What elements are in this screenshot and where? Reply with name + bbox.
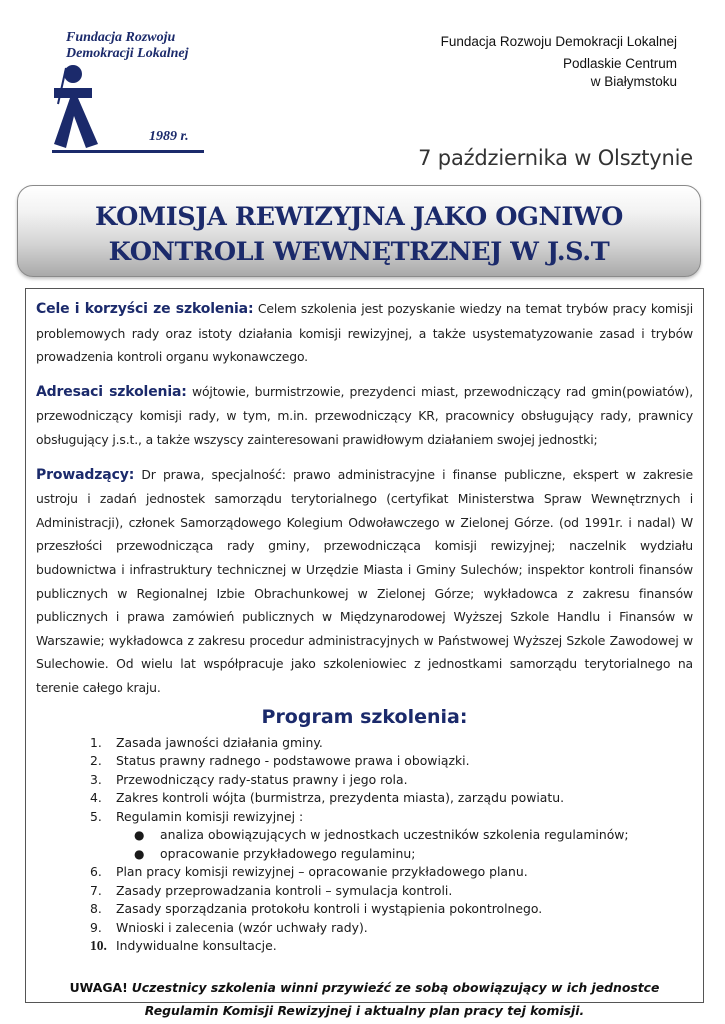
organization-address bbox=[441, 33, 677, 91]
trainer-label: Prowadzący: bbox=[36, 466, 135, 483]
sub-list-item: ● opracowanie przykładowego regulaminu; bbox=[134, 845, 693, 864]
program-list bbox=[90, 734, 693, 956]
list-item: 8. Zasady sporządzania protokołu kontroli i wystąpienia pokontrolnego. bbox=[90, 901, 543, 916]
program-heading: Program szkolenia: bbox=[261, 705, 468, 728]
list-item: 5. Regulamin komisji rewizyjnej : ● analiza obowiązujących w jednostkach uczestników szkolenia regulaminów; ● opracowanie przykładowego regulaminu; bbox=[90, 808, 693, 864]
warning-note bbox=[36, 976, 693, 1022]
org-branch: Podlaskie Centrum bbox=[562, 56, 677, 71]
content-box bbox=[25, 288, 704, 1018]
title-banner bbox=[17, 185, 701, 277]
list-item: 7. Zasady przeprowadzania kontroli – symulacja kontroli. bbox=[90, 882, 453, 898]
org-name: Fundacja Rozwoju Demokracji Lokalnej bbox=[440, 34, 677, 49]
list-item: 1. Zasada jawności działania gminy. bbox=[90, 734, 323, 750]
list-item: 2. Status prawny radnego - podstawowe prawa i obowiązki. bbox=[90, 753, 470, 768]
goals-text: Celem szkolenia jest pozyskanie wiedzy na temat trybów pracy komisji problemowych rady oraz istoty działania komisji rewizyjnej, a także usystematyzowanie zasad i trybów prowadzenia kontroli organu wykonawczego. bbox=[36, 301, 693, 365]
list-item: 4. Zakres kontroli wójta (burmistrza, prezydenta miasta), zarządu powiatu. bbox=[90, 790, 565, 805]
logo-name-line1: Fundacja Rozwoju bbox=[66, 30, 176, 45]
training-title-line2: KONTROLI WEWNĘTRZNEJ W J.S.T bbox=[108, 237, 610, 267]
logo-underline bbox=[52, 150, 204, 153]
list-item: 10. Indywidualne konsultacje. bbox=[90, 938, 277, 953]
warning-label: UWAGA! bbox=[69, 979, 128, 995]
logo-name bbox=[66, 30, 189, 62]
training-title bbox=[18, 200, 700, 270]
list-item: 9. Wnioski i zalecenia (wzór uchwały rady). bbox=[90, 919, 368, 935]
logo-name-line2: Demokracji Lokalnej bbox=[66, 46, 189, 61]
warning-text: Uczestnicy szkolenia winni przywieźć ze sobą obowiązujący w ich jednostce Regulamin Komisji Rewizyjnej i aktualny plan pracy tej komisji. bbox=[131, 979, 660, 1018]
goals-label: Cele i korzyści ze szkolenia: bbox=[36, 301, 254, 317]
foundation-logo bbox=[52, 30, 212, 155]
audience-label: Adresaci szkolenia: bbox=[36, 383, 187, 400]
goals-section bbox=[36, 297, 693, 369]
logo-year: 1989 r. bbox=[149, 129, 189, 144]
training-title-line1: KOMISJA REWIZYJNA JAKO OGNIWO bbox=[95, 202, 623, 232]
trainer-section bbox=[36, 463, 693, 700]
event-date-location: 7 października w Olsztynie bbox=[418, 146, 693, 170]
audience-section bbox=[36, 380, 693, 452]
bullet-icon: ● bbox=[134, 846, 145, 861]
trainer-text: Dr prawa, specjalność: prawo administracyjne i finanse publiczne, ekspert w zakresie ustroju i zadań jednostek samorządu terytorialnego (certyfikat Ministerstwa Spraw Wewnętrznych i Administracji), członek Samorządowego Kolegium Odwoławczego w Zielonej Górze. (od 1991r. i nadal) W przeszłości przewodnicząca rady gminy, przewodnicząca komisji rewizyjnej; naczelnik wydziału budownictwa i infrastruktury technicznej w Urzędzie Miasta i Gminy Sulechów; inspektor kontroli finansów publicznych w Regionalnej Izbie Obrachunkowej w Zielonej Górze; wykładowca z zakresu finansów publicznych i prawa zamówień publicznych w Międzynarodowej Wyższej Szkole Handlu i Finansów w Warszawie; wykładowca z zakresu procedur administracyjnych w Państwowej Wyższej Szkole Zawodowej w Sulechowie. Od wielu lat współpracuje jako szkoleniowiec z jednostkami samorządu terytorialnego na terenie całego kraju. bbox=[36, 466, 693, 695]
running-figure-icon bbox=[52, 64, 112, 150]
org-city: w Białymstoku bbox=[590, 74, 677, 89]
list-item: 3. Przewodniczący rady-status prawny i jego rola. bbox=[90, 771, 408, 787]
sub-list-item: ● analiza obowiązujących w jednostkach uczestników szkolenia regulaminów; bbox=[134, 826, 693, 845]
regulation-sublist bbox=[134, 826, 693, 863]
audience-text: wójtowie, burmistrzowie, prezydenci miast, przewodniczący rad gmin(powiatów), przewodniczący komisji rady, w tym, m.in. przewodniczący KR, pracownicy obsługujący rady, prawnicy obsługujący j.s.t., a także wszyscy zainteresowani prawidłowym działaniem swojej jednostki; bbox=[36, 383, 693, 447]
list-item: 6. Plan pracy komisji rewizyjnej – opracowanie przykładowego planu. bbox=[90, 864, 528, 879]
bullet-icon: ● bbox=[134, 828, 145, 842]
